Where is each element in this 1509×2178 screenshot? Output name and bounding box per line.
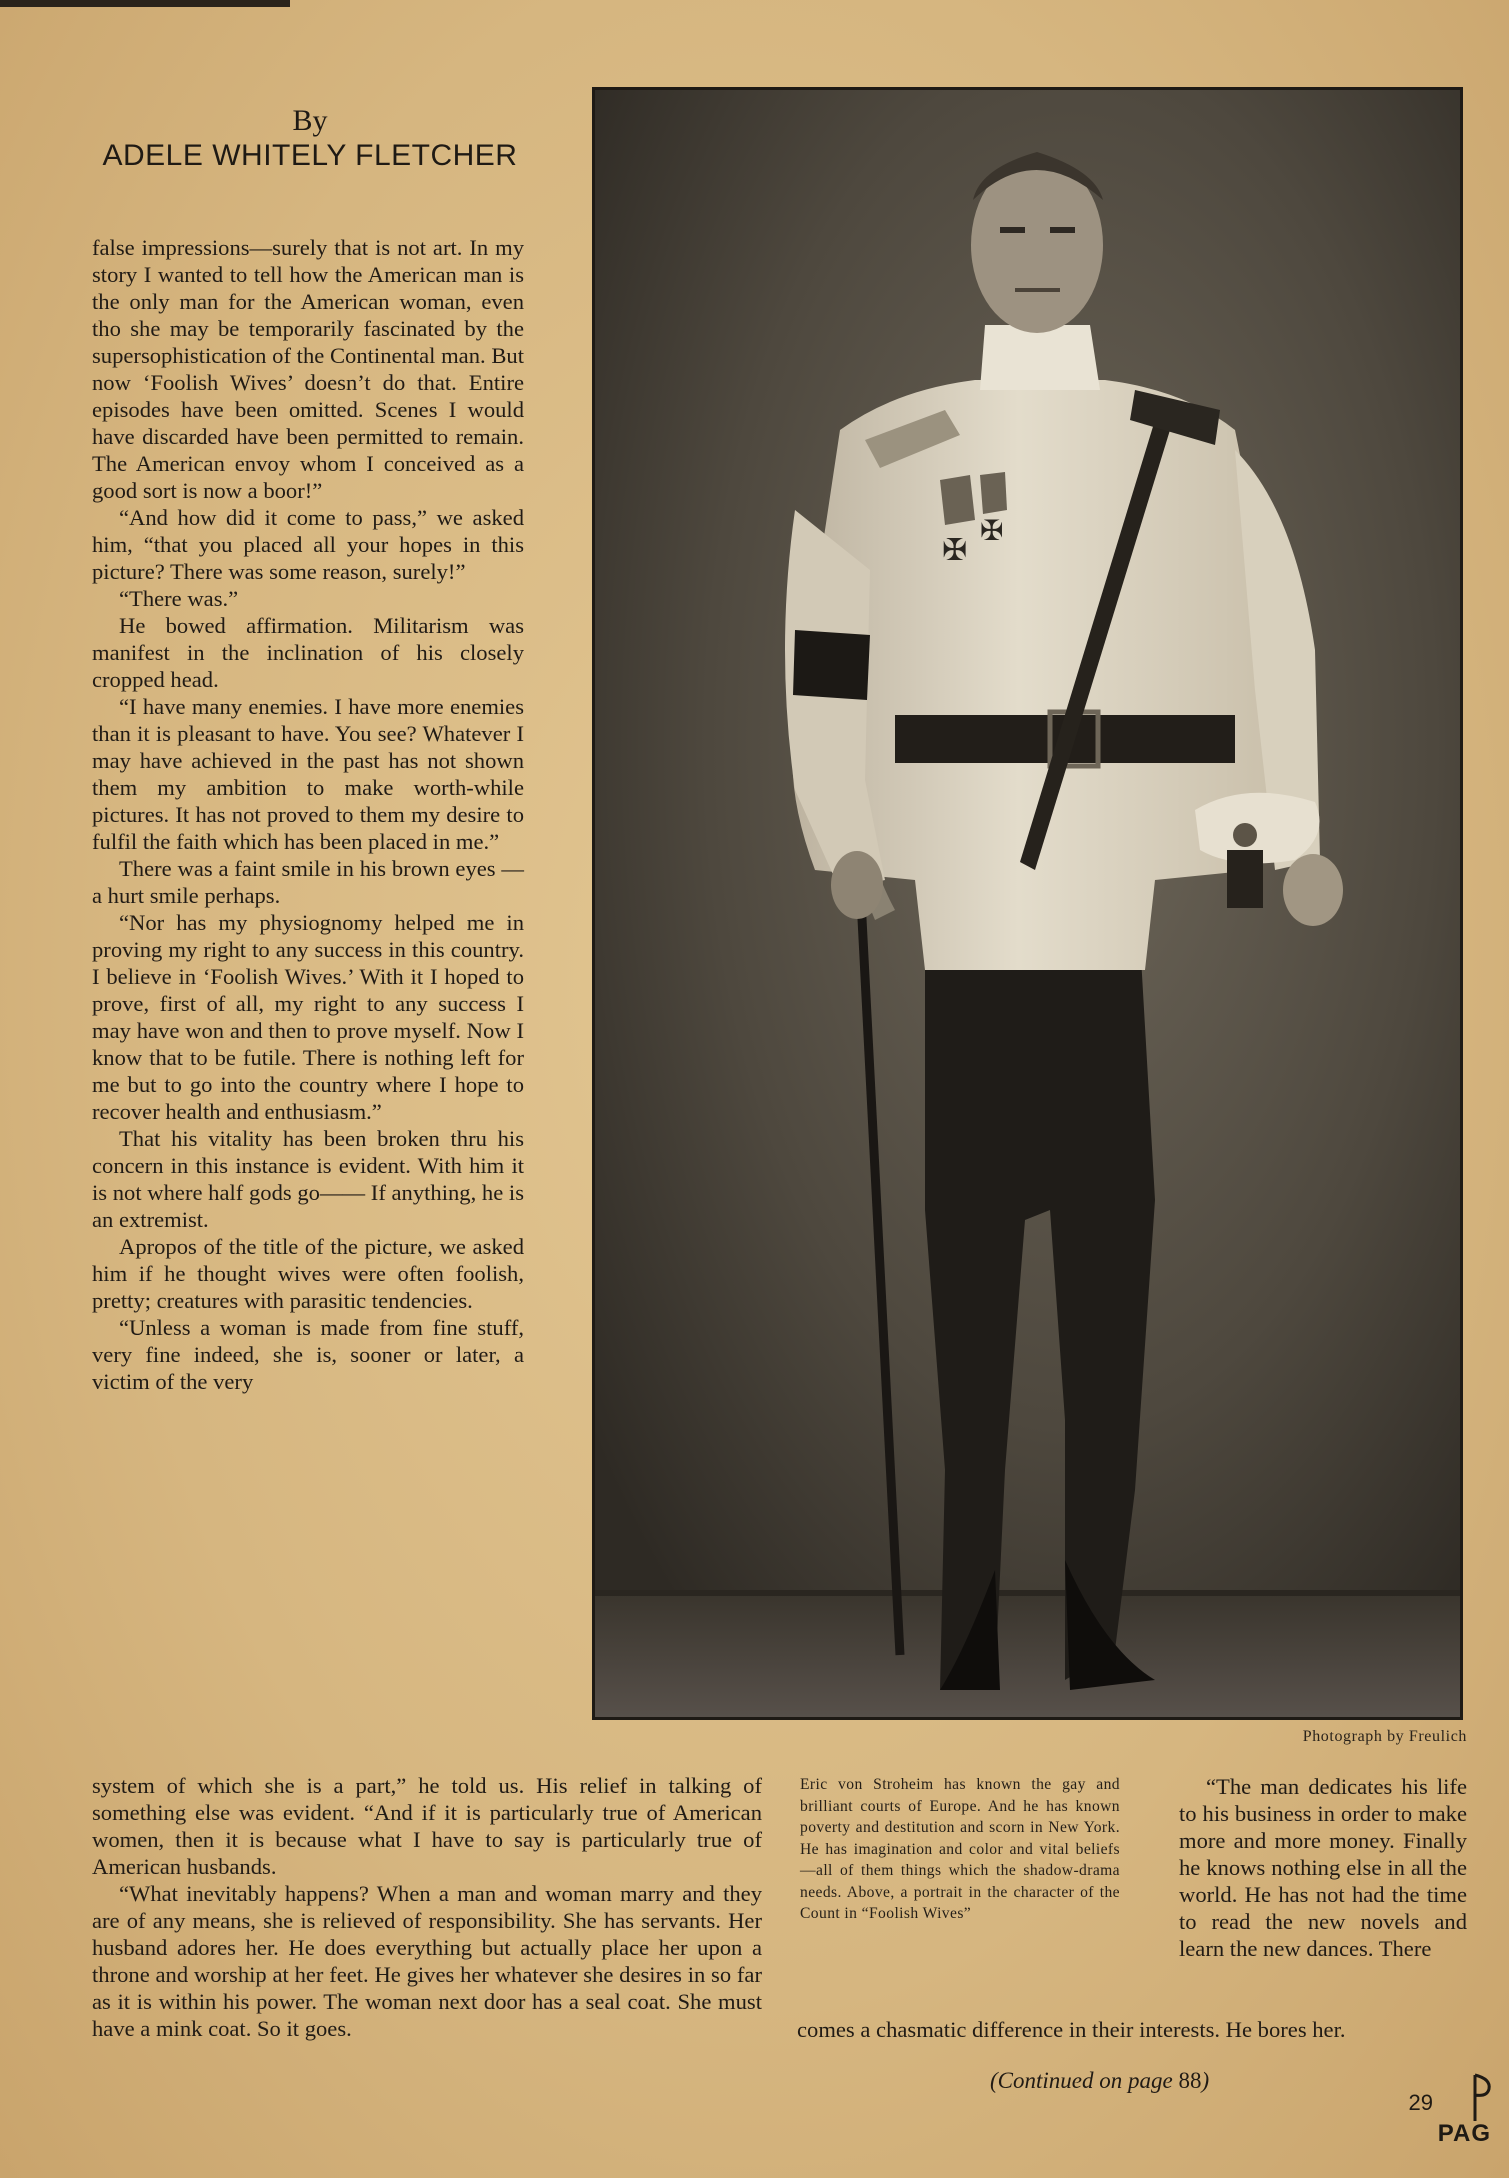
continued-notice xyxy=(990,2068,1209,2094)
paragraph: “Nor has my physiognomy helped me in proving my right to any success in this country. I believe in ‘Foolish Wives.’ With it I hoped to prove, first of all, my right to any success I may have won and then to prove myself. Now I know that to be futile. There is nothing left for me but to go into the country where I hope to recover health and enthusiasm.” xyxy=(92,910,524,1124)
continued-close: ) xyxy=(1201,2068,1210,2093)
right-column-text xyxy=(1179,1773,1467,1962)
continued-text: (Continued on page xyxy=(990,2068,1179,2093)
paragraph: “The man dedicates his life to his business in order to make more and more money. Finally he knows nothing else in all the world. He has not had the time to read the new novels and learn the new dances. There xyxy=(1179,1774,1467,1961)
byline-author: ADELE WHITELY FLETCHER xyxy=(102,139,518,172)
paragraph: “There was.” xyxy=(119,586,239,611)
top-rule xyxy=(0,0,290,7)
portrait-photo xyxy=(592,87,1463,1720)
paragraph: “What inevitably happens? When a man and woman marry and they are of any means, she is relieved of responsibility. She has servants. Her husband adores her. He does everything but actually place her upon a throne and worship at her feet. He gives her whatever she desires in so far as it is within his power. The woman next door has a seal coat. She must have a mink coat. So it goes. xyxy=(92,1881,762,2041)
page-mark: PAG xyxy=(1437,2120,1491,2147)
photo-caption: Eric von Stroheim has known the gay and brilliant courts of Europe. And he has known poverty and destitution and scorn in New York. He has imagination and color and vital beliefs—all of them things which the shadow-drama needs. Above, a portrait in the character of the Count in “Foolish Wives” xyxy=(800,1776,1120,1922)
paragraph: There was a faint smile in his brown eyes — a hurt smile perhaps. xyxy=(92,856,524,908)
paragraph: That his vitality has been broken thru his concern in this instance is evident. With him it is not where half gods go—— If anything, he is an extremist. xyxy=(92,1126,524,1232)
right-column-continuation xyxy=(797,2016,1467,2043)
paragraph: system of which she is a part,” he told us. His relief in talking of something else was evident. “And if it is particularly true of American women, then it is because what I have to say is particularly true of American husbands. xyxy=(92,1773,762,1879)
portrait-illustration xyxy=(595,90,1460,1717)
paragraph: He bowed affirmation. Militarism was manifest in the inclination of his closely cropped head. xyxy=(92,613,524,692)
left-column-text xyxy=(92,234,524,1395)
paragraph: “And how did it come to pass,” we asked him, “that you placed all your hopes in this picture? There was some reason, surely!” xyxy=(92,505,524,584)
paragraph: false impressions—surely that is not art. In my story I wanted to tell how the American man is the only man for the American woman, even tho she may be temporarily fascinated by the supersophistication of the Continental man. But now ‘Foolish Wives’ doesn’t do that. Entire episodes have been omitted. Scenes I would have discarded have been permitted to remain. The American envoy whom I conceived as a good sort is now a boor!” xyxy=(92,235,524,503)
svg-text:✠: ✠ xyxy=(980,514,1004,547)
byline xyxy=(80,104,540,174)
magazine-logo-icon xyxy=(1471,2073,1493,2123)
paragraph: comes a chasmatic difference in their interests. He bores her. xyxy=(797,2017,1346,2042)
page-number: 29 xyxy=(1408,2090,1433,2115)
continued-page: 88 xyxy=(1178,2068,1202,2093)
paragraph: “Unless a woman is made from fine stuff, very fine indeed, she is, sooner or later, a victim of the very xyxy=(92,1315,524,1394)
paragraph: “I have many enemies. I have more enemies than it is pleasant to have. You see? Whatever I may have achieved in the past has not shown them my ambition to make worth-while pictures. It has not proved to them my desire to fulfil the faith which has been placed in me.” xyxy=(92,694,524,854)
svg-text:✠: ✠ xyxy=(942,533,968,568)
photo-credit: Photograph by Freulich xyxy=(1302,1728,1467,1745)
byline-by: By xyxy=(292,104,328,137)
bottom-left-text xyxy=(92,1772,762,2042)
paragraph: Apropos of the title of the picture, we asked him if he thought wives were often foolish, pretty; creatures with parasitic tendencies. xyxy=(92,1234,524,1313)
